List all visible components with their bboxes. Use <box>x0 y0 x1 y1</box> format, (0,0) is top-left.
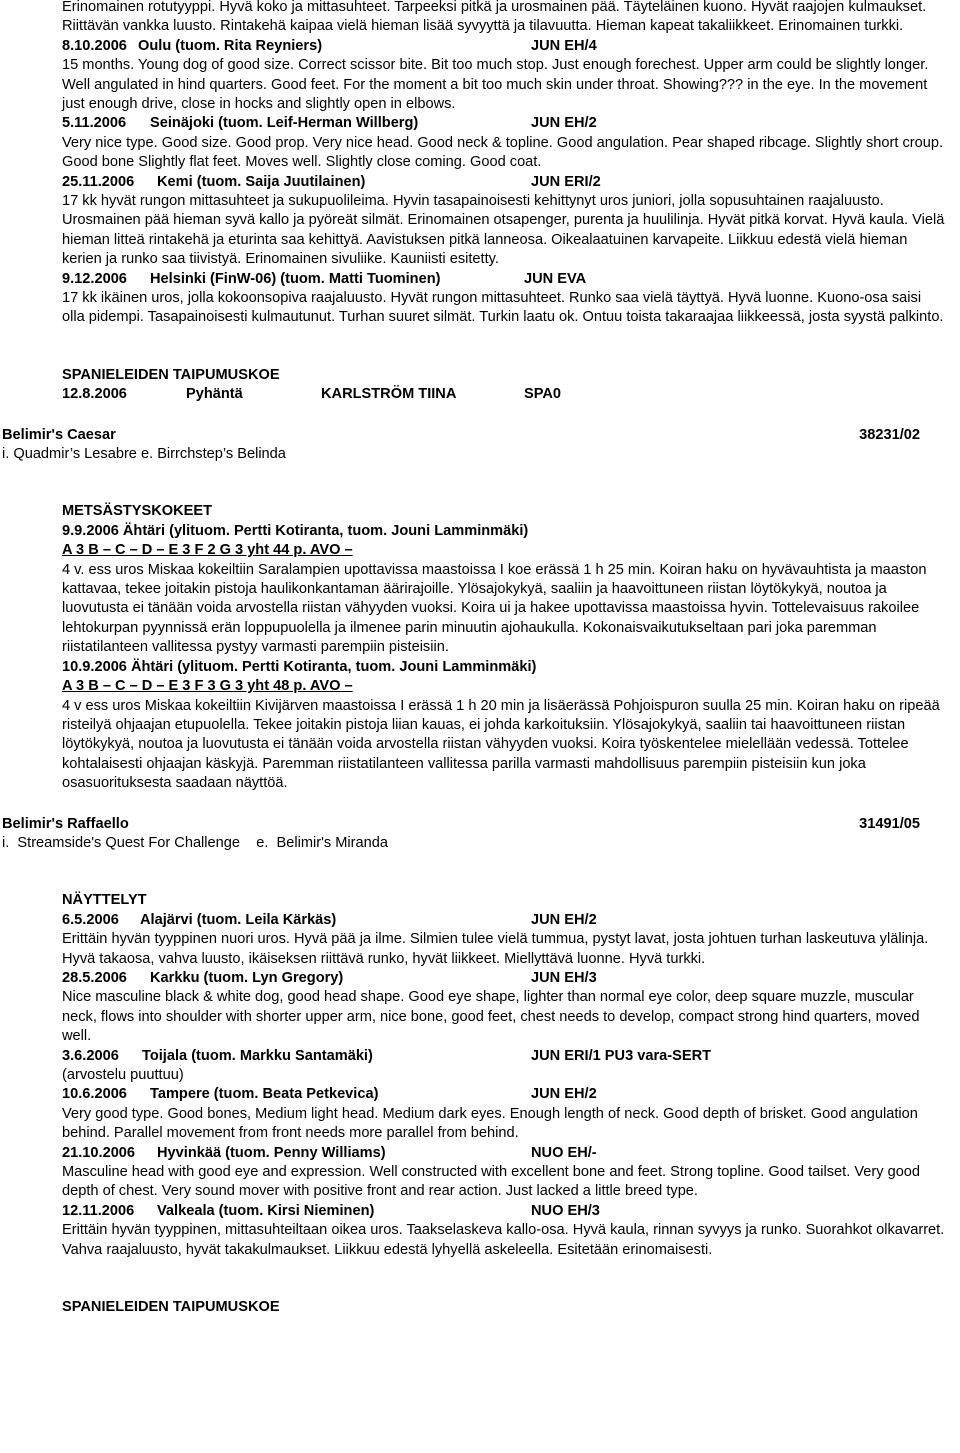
show-date: 8.10.2006 <box>62 37 127 54</box>
dog-parents: i. Streamside's Quest For Challenge e. Belimir's Miranda <box>2 834 388 851</box>
trial-header: 10.9.2006 Ähtäri (ylituom. Pertti Kotiranta, tuom. Jouni Lamminmäki) <box>62 658 537 675</box>
show-result: JUN EH/2 <box>531 911 597 928</box>
show-entry-header <box>62 114 946 133</box>
critique-text: 15 months. Young dog of good size. Correct scissor bite. Bit too much stop. Just enough forechest. Upper arm could be slightly longer. Well angulated in hind quarters. Good feet. For the moment a bit too much skin under throat. Showing??? in the eye. In the movement just enough drive, close in hocks and slightly open in elbows. <box>62 57 929 113</box>
trial-judge: KARLSTRÖM TIINA <box>321 386 457 403</box>
registration-number: 38231/02 <box>859 426 920 443</box>
show-result: JUN EH/4 <box>531 37 597 54</box>
dog-parents: i. Quadmir’s Lesabre e. Birrchstep’s Belinda <box>2 446 286 463</box>
caesar-shows-continued <box>0 0 960 405</box>
dog-name: Belimir's Raffaello <box>2 815 129 832</box>
critique-text: Masculine head with good eye and expression. Well constructed with excellent bone and feet. Strong topline. Good tailset. Very good depth of chest. Very sound mover with positive front and rear action. Just lacked a little breed type. <box>62 1163 921 1200</box>
trial-score: A 3 B – C – D – E 3 F 2 G 3 yht 44 p. AVO – <box>62 542 353 559</box>
show-result: JUN ERI/1 PU3 vara-SERT <box>531 1047 712 1064</box>
trial-result: SPA0 <box>524 386 562 403</box>
trial-text: 4 v. ess uros Miskaa kokeiltiin Saralampien upottavissa maastoissa I koe erässä 1 h 25 min. Koiran haku on hyvävauhtista ja maaston kattavaa, tekee joitakin pistoja haulikonkantaman äärirajoille. Ylösajokykyä, saaliin ja haavoittuneen riistan löytökykyä, noutoa ja luovutusta ei tänään voida arvostella riistan vähyyden vuoksi. Koira ui ja hakee upottavissa maastoissa hyvin. Tottelevaisuus rakoilee lehtokurpan pyynnissä erän loppupuolella ja ilmenee parin minuutin ajohaukulla. Kokonaisvaikutukseltaan pari joka paremman riistatilanteen vallitessa pystyy varmasti parempiin pisteisiin. <box>62 561 927 656</box>
show-entry-header <box>62 1085 946 1104</box>
show-result: JUN ERI/2 <box>531 173 601 190</box>
show-place: Oulu (tuom. Rita Reyniers) <box>138 37 323 54</box>
show-place: Karkku (tuom. Lyn Gregory) <box>150 969 344 986</box>
registration-number: 31491/05 <box>859 815 920 832</box>
show-place: Helsinki (FinW-06) (tuom. Matti Tuominen) <box>150 270 441 287</box>
show-result: NUO EH/- <box>531 1144 597 1161</box>
show-date: 25.11.2006 <box>62 173 135 190</box>
critique-text: Very good type. Good bones, Medium light head. Medium dark eyes. Enough length of neck. Good depth of brisket. Good angulation behind. Parallel movement from front needs more parallel from behind. <box>62 1105 918 1142</box>
show-date: 9.12.2006 <box>62 270 127 287</box>
show-entry-header <box>62 969 946 988</box>
show-date: 10.6.2006 <box>62 1086 127 1103</box>
show-result: JUN EH/2 <box>531 1086 597 1103</box>
hunting-trials-section <box>0 502 960 793</box>
critique-text: 17 kk ikäinen uros, jolla kokoonsopiva raajaluusto. Hyvät rungon mittasuhteet. Runko saa vielä täyttyä. Hyvä luonne. Kuono-osa saisi olla pidempi. Tasapainoisesti kulmautunut. Turhan suuret silmät. Turkin laatu ok. Ontuu toista takaraajaa liikkeessä, josta syystä palkinto. <box>62 290 944 326</box>
show-place: Alajärvi (tuom. Leila Kärkäs) <box>140 911 337 928</box>
show-entry-header <box>62 1047 946 1066</box>
trial-score: A 3 B – C – D – E 3 F 3 G 3 yht 48 p. AVO – <box>62 678 353 695</box>
show-date: 28.5.2006 <box>62 969 127 986</box>
show-place: Seinäjoki (tuom. Leif-Herman Willberg) <box>150 115 419 132</box>
show-result: JUN EVA <box>524 270 587 287</box>
show-entry-header <box>62 911 946 930</box>
show-result: JUN EH/2 <box>531 115 597 132</box>
show-place: Valkeala (tuom. Kirsi Nieminen) <box>157 1202 375 1219</box>
show-date: 12.11.2006 <box>62 1202 135 1219</box>
show-entry-header <box>62 1144 946 1163</box>
show-place: Kemi (tuom. Saija Juutilainen) <box>157 173 366 190</box>
trial-text: 4 v ess uros Miskaa kokeiltiin Kivijärven maastoissa I erässä 1 h 20 min ja lisäerässä Pohjoispuron suulla 25 min. Koiran haku on ripeää risteilyä ohjaajan etupuolella. Tekee joitakin pistoja liian kauas, ei johda karkoituksiin. Ylösajokykyä, saaliin tai haavoittuneen riistan löytökykyä, noutoa ja luovutusta ei tänään voida arvostella riistan vähyyden vuoksi. Koira työskentelee mielellään vedessä. Tottelee kohtalaisesti ohjaajan käskyjä. Paremman riistatilanteen vallitessa parilla varmasti mahdollisuus parempiin pisteisiin kun joka osasuorituksesta saadaan näyttöä. <box>62 697 940 792</box>
trial-entry-header <box>62 385 946 404</box>
dog-entry-raffaello <box>0 815 960 854</box>
trial-header: 9.9.2006 Ähtäri (ylituom. Pertti Kotiranta, tuom. Jouni Lamminmäki) <box>62 522 529 539</box>
dog-entry-caesar <box>0 426 960 465</box>
show-date: 6.5.2006 <box>62 911 119 928</box>
show-entry-header <box>62 37 946 56</box>
show-result: NUO EH/3 <box>531 1202 600 1219</box>
critique-text: Very nice type. Good size. Good prop. Very nice head. Good neck & topline. Good angulation. Pear shaped ribcage. Slightly short croup. Good bone Slightly flat feet. Moves well. Slightly close coming. Good coat. <box>62 134 944 171</box>
dog-title <box>2 426 940 445</box>
shows-section <box>0 891 960 1317</box>
critique-text: Erinomainen rotutyyppi. Hyvä koko ja mittasuhteet. Tarpeeksi pitkä ja urosmainen pää. Täyteläinen kuono. Hyvät raajojen kulmaukset. Riittävän vankka luusto. Rintakehä kaipaa vielä hieman lisää syvyyttä ja tilavuutta. Hieman kapeat takaliikkeet. Erinomainen turkki. <box>62 0 927 35</box>
critique-text: 17 kk hyvät rungon mittasuhteet ja sukupuolileima. Hyvin tasapainoisesti kehittynyt uros juniori, jolla sopusuhtainen raajaluusto. Urosmainen pää hieman syvä kallo ja pyöreät silmät. Erinomainen otsapenger, purenta ja huulilinja. Hyvät pitkä korvat. Hyvä kaula. Vielä hieman litteä rintakehä ja eturinta saa kehittyä. Aavistuksen pitkä lanneosa. Oikealaatuinen karvapeite. Liikkuu edestä vielä hieman kerien ja runko saa tiivistyä. Erinomainen sivuliike. Kauniisti esitetty. <box>62 193 945 268</box>
section-heading: METSÄSTYSKOKEET <box>62 503 213 520</box>
dog-name: Belimir's Caesar <box>2 426 116 443</box>
section-heading: SPANIELEIDEN TAIPUMUSKOE <box>62 366 280 383</box>
show-place: Hyvinkää (tuom. Penny Williams) <box>157 1144 386 1161</box>
show-result: JUN EH/3 <box>531 969 597 986</box>
show-entry-header <box>62 173 946 192</box>
critique-text: Nice masculine black & white dog, good head shape. Good eye shape, lighter than normal eye color, deep square muzzle, muscular neck, flows into shoulder with shorter upper arm, nice bone, good feet, chest needs to develop, compact strong hind quarters, moved well. <box>62 989 920 1045</box>
show-entry-header <box>62 1202 946 1221</box>
section-heading: NÄYTTELYT <box>62 892 147 909</box>
dog-title <box>2 815 940 834</box>
show-entry-header <box>62 270 946 289</box>
critique-text: Erittäin hyvän tyyppinen nuori uros. Hyvä pää ja ilme. Silmien tulee vielä tummua, pystyt lavat, josta johtuen turhan laskeutuva ylälinja. Hyvä takaosa, vahva luusto, ikäiseksen riittävä runko, hyvät liikkeet. Miellyttävä luonne. Hyvä turkki. <box>62 931 929 967</box>
section-heading: SPANIELEIDEN TAIPUMUSKOE <box>62 1298 280 1315</box>
show-place: Tampere (tuom. Beata Petkevica) <box>150 1086 379 1103</box>
show-date: 3.6.2006 <box>62 1047 119 1064</box>
show-date: 5.11.2006 <box>62 115 127 132</box>
trial-date: 12.8.2006 <box>62 386 127 403</box>
show-date: 21.10.2006 <box>62 1144 136 1161</box>
show-place: Toijala (tuom. Markku Santamäki) <box>142 1047 373 1064</box>
critique-text: (arvostelu puuttuu) <box>62 1066 184 1083</box>
critique-text: Erittäin hyvän tyyppinen, mittasuhteiltaan oikea uros. Taakselaskeva kallo-osa. Hyvä kaula, rinnan syvyys ja runko. Suorahkot olkavarret. Vahva raajaluusto, hyvät takakulmaukset. Liikkuu edestä lyhyellä askeleella. Esitetään erinomaisesti. <box>62 1222 945 1258</box>
trial-place: Pyhäntä <box>186 386 243 403</box>
